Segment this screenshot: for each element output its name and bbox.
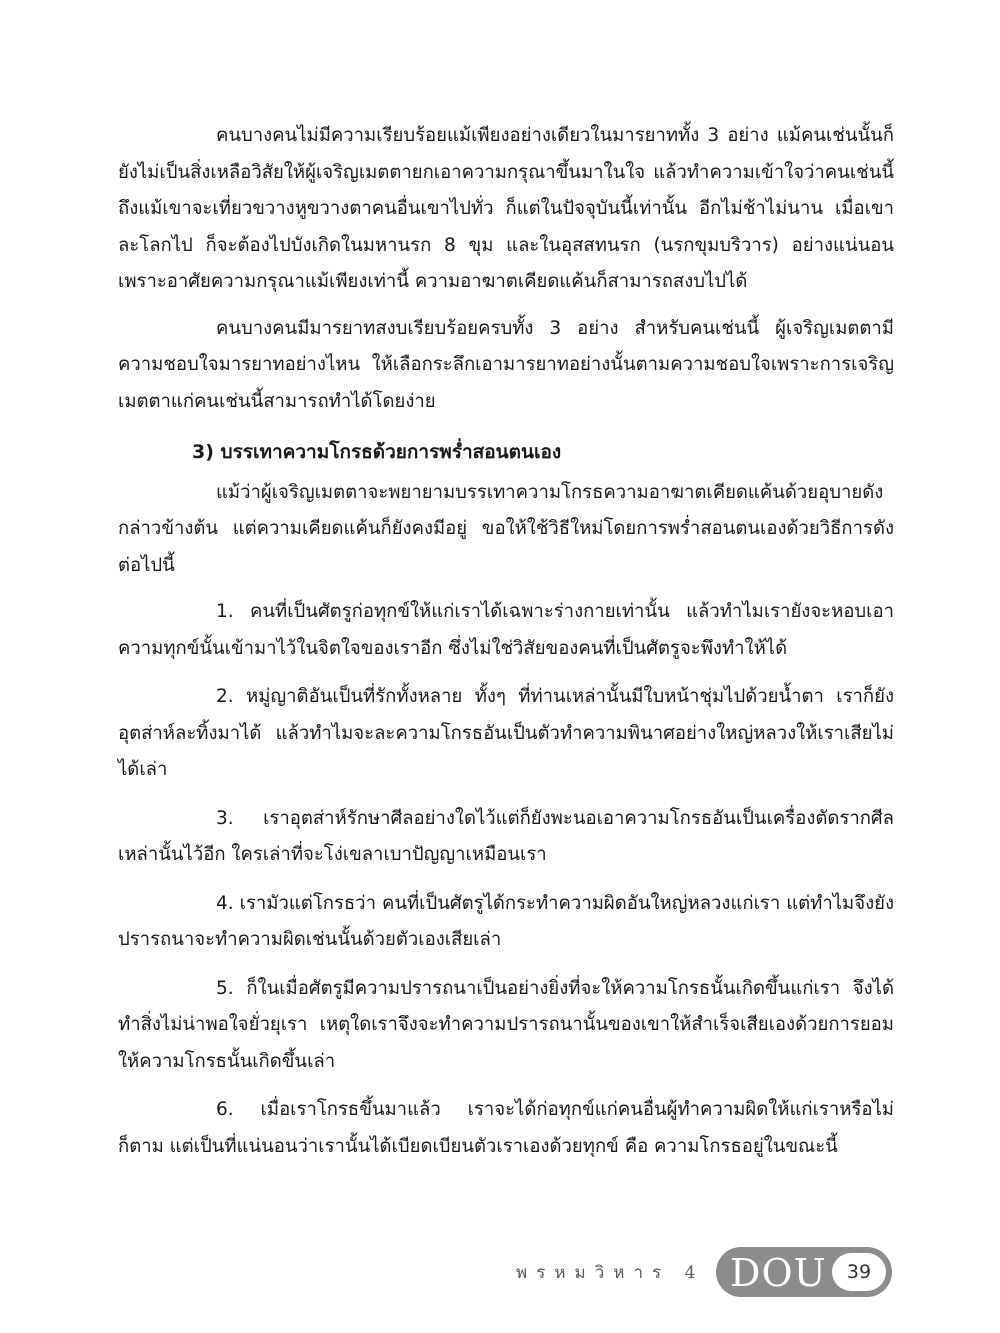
list-item-2: 2. หมู่ญาติอันเป็นที่รักทั้งหลาย ทั้งๆ ที่ท่านเหล่านั้นมีใบหน้าชุ่มไปด้วยน้ำตา เราก็ยังอุตส่าห์ละทิ้งมาได้ แล้วทำไมจะละความโกรธอันเป็นตัวทำความพินาศอย่างใหญ่หลวงให้เราเสียไม่ได้เล่า [118,686,894,780]
list-item-6: 6. เมื่อเราโกรธขึ้นมาแล้ว เราจะได้ก่อทุกข์แก่คนอื่นผู้ทำความผิดให้แก่เราหรือไม่ก็ตาม แต่เป็นที่แน่นอนว่าเรานั้นได้เบียดเบียนตัวเราเองด้วยทุกข์ คือ ความโกรธอยู่ในขณะนี้ [118,1099,894,1157]
list-item-5: 5. ก็ในเมื่อศัตรูมีความปรารถนาเป็นอย่างยิ่งที่จะให้ความโกรธนั้นเกิดขึ้นแก่เรา จึงได้ทำสิ่งไม่น่าพอใจยั่วยุเรา เหตุใดเราจึงจะทำความปรารถนานั้นของเขาให้สำเร็จเสียเองด้วยการยอมให้ความโกรธนั้นเกิดขึ้นเล่า [118,977,894,1072]
book-title: พรหมวิหาร 4 [516,1263,705,1283]
section-intro: แม้ว่าผู้เจริญเมตตาจะพยายามบรรเทาความโกรธความอาฆาตเคียดแค้นด้วยอุบายดังกล่าวข้างต้น แต่ความเคียดแค้นก็ยังคงมีอยู่ ขอให้ใช้วิธีใหม่โดยการพร่ำสอนตนเองด้วยวิธีการดังต่อไปนี้ [118,481,894,576]
brand-logo: DOU [730,1251,827,1295]
list-item-4: 4. เรามัวแต่โกรธว่า คนที่เป็นศัตรูได้กระทำความผิดอันใหญ่หลวงแก่เรา แต่ทำไมจึงยังปรารถนาจะทำความผิดเช่นนั้นด้วยตัวเองเสียเล่า [118,892,894,950]
list-item-3: 3. เราอุตส่าห์รักษาศีลอย่างใดไว้แต่ก็ยังพะนอเอาความโกรธอันเป็นเครื่องตัดรากศีลเหล่านั้นไว้อีก ใครเล่าที่จะโง่เขลาเบาปัญญาเหมือนเรา [118,807,894,865]
page-badge [716,1247,892,1297]
page-number: 39 [832,1253,886,1291]
section-heading: 3) บรรเทาความโกรธด้วยการพร่ำสอนตนเอง [192,441,562,463]
paragraph-2: คนบางคนมีมารยาทสงบเรียบร้อยครบทั้ง 3 อย่าง สำหรับคนเช่นนี้ ผู้เจริญเมตตามีความชอบใจมารยาทอย่างไหน ให้เลือกระลึกเอามารยาทอย่างนั้นตามความชอบใจเพราะการเจริญเมตตาแก่คนเช่นนี้สามารถทำได้โดยง่าย [118,317,894,412]
list-item-1: 1. คนที่เป็นศัตรูก่อทุกข์ให้แก่เราได้เฉพาะร่างกายเท่านั้น แล้วทำไมเรายังจะหอบเอาความทุกข์นั้นเข้ามาไว้ในจิตใจของเราอีก ซึ่งไม่ใช่วิสัยของคนที่เป็นศัตรูจะพึงทำให้ได้ [118,601,894,659]
paragraph-1: คนบางคนไม่มีความเรียบร้อยแม้เพียงอย่างเดียวในมารยาททั้ง 3 อย่าง แม้คนเช่นนั้นก็ยังไม่เป็นสิ่งเหลือวิสัยให้ผู้เจริญเมตตายกเอาความกรุณาขึ้นมาในใจ แล้วทำความเข้าใจว่าคนเช่นนี้ถึงแม้เขาจะเที่ยวขวางหูขวางตาคนอื่นเขาไปทั่ว ก็แต่ในปัจจุบันนี้เท่านั้น อีกไม่ช้าไม่นาน เมื่อเขาละโลกไป ก็จะต้องไปบังเกิดในมหานรก 8 ขุม และในอุสสทนรก (นรกขุมบริวาร) อย่างแน่นอน เพราะอาศัยความกรุณาแม้เพียงเท่านี้ ความอาฆาตเคียดแค้นก็สามารถสงบไปได้ [118,125,894,292]
page-footer [0,1245,1000,1301]
page-body [118,118,894,1177]
